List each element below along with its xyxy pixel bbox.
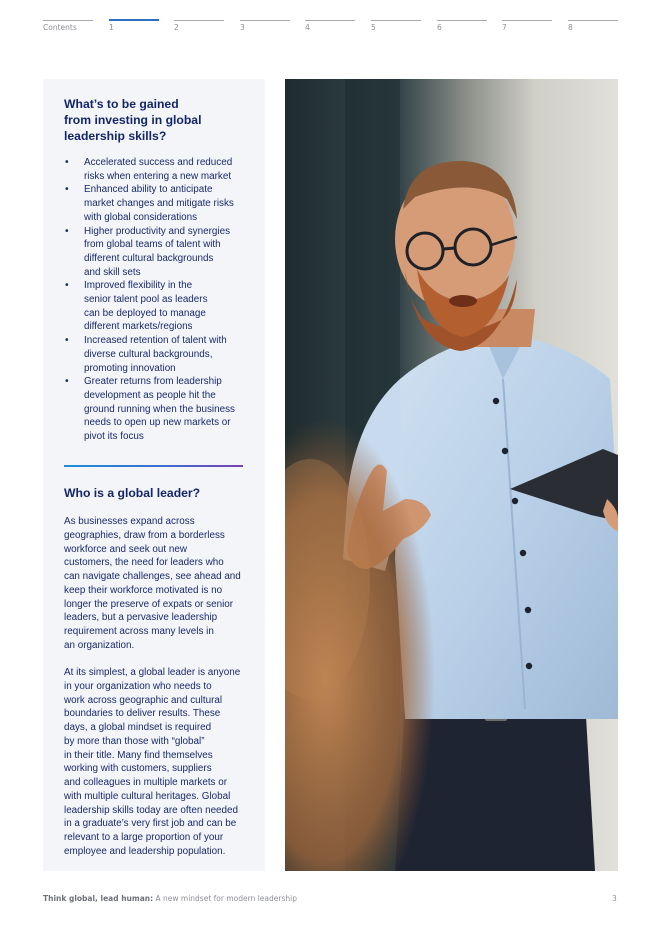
benefit-text: Improved flexibility in the senior talent pool as leaders can be deployed to manage different markets/regions [84, 280, 208, 333]
benefit-item [64, 279, 249, 334]
nav-indicator-line [371, 20, 421, 21]
nav-label: 5 [371, 23, 376, 32]
benefit-text: Enhanced ability to anticipate market changes and mitigate risks with global considerations [84, 184, 234, 223]
nav-label: 2 [174, 23, 179, 32]
nav-item-section-6[interactable] [437, 14, 487, 36]
benefit-item [64, 375, 249, 444]
nav-item-section-3[interactable] [240, 14, 290, 36]
benefit-item [64, 183, 249, 224]
nav-indicator-line [437, 20, 487, 21]
benefit-text: Greater returns from leadership development as people hit the ground running when the business needs to open up new markets or pivot its focus [84, 376, 235, 443]
nav-indicator-line [240, 20, 290, 21]
nav-label: 4 [305, 23, 310, 32]
benefit-text: Increased retention of talent with diverse cultural backgrounds, promoting innovation [84, 335, 227, 374]
benefit-item [64, 334, 249, 375]
section-navigation [43, 14, 619, 36]
nav-indicator-line [109, 19, 159, 21]
nav-item-contents[interactable] [43, 14, 93, 36]
footer-title [43, 894, 297, 904]
bullet-icon: • [64, 376, 70, 388]
nav-indicator-line [568, 20, 618, 21]
nav-item-section-2[interactable] [174, 14, 224, 36]
nav-indicator-line [502, 20, 552, 21]
page-number: 3 [612, 894, 617, 903]
benefits-heading: What’s to be gained from investing in global leadership skills? [64, 97, 202, 143]
benefit-item [64, 156, 249, 183]
nav-item-section-7[interactable] [502, 14, 552, 36]
footer-subtitle: A new mindset for modern leadership [153, 894, 297, 903]
benefit-text: Higher productivity and synergies from global teams of talent with different cultural backgrounds and skill sets [84, 225, 231, 278]
bullet-icon: • [64, 280, 70, 292]
nav-label: 3 [240, 23, 245, 32]
bullet-icon: • [64, 157, 70, 168]
man-presenting-image [285, 79, 618, 871]
bullet-icon: • [64, 184, 70, 196]
intro-paragraph: As businesses expand across geographies, draw from a borderless workforce and seek out new customers, the need for leaders who can navigate challenges, see ahead and keep their workforce motivated is no longer the preserve of expats or senior leaders, but a pervasive leadership requirement across many levels in an organization. [64, 516, 241, 651]
nav-label: Contents [43, 23, 77, 32]
benefit-item [64, 225, 249, 280]
sidebar-panel [43, 79, 265, 871]
nav-indicator-line [43, 20, 93, 21]
bullet-icon: • [64, 335, 70, 347]
nav-label: 1 [109, 23, 114, 32]
benefits-list [64, 156, 249, 444]
definition-paragraph: At its simplest, a global leader is anyone in your organization who needs to work across geographic and cultural boundaries to deliver results. These days, a global mindset is required by more than those with “global” in their title. Many find themselves working with customers, suppliers and colleagues in multiple markets or with multiple cultural heritages. Global leadership skills today are often needed in a graduate’s very first job and can be relevant to a large proportion of your employee and leadership population. [64, 667, 241, 857]
bullet-icon: • [64, 225, 70, 237]
nav-item-section-4[interactable] [305, 14, 355, 36]
nav-item-section-8[interactable] [568, 14, 618, 36]
presenter-photo [285, 79, 618, 871]
benefit-text: Accelerated success and reduced risks when entering a new market [84, 157, 233, 182]
nav-label: 8 [568, 23, 573, 32]
nav-item-section-5[interactable] [371, 14, 421, 36]
nav-indicator-line [305, 20, 355, 21]
nav-indicator-line [174, 20, 224, 21]
nav-label: 7 [502, 23, 507, 32]
global-leader-heading: Who is a global leader? [64, 486, 201, 500]
gradient-divider [64, 465, 243, 467]
footer-publication-title: Think global, lead human: [43, 894, 154, 903]
nav-item-section-1[interactable] [109, 14, 159, 36]
nav-label: 6 [437, 23, 442, 32]
